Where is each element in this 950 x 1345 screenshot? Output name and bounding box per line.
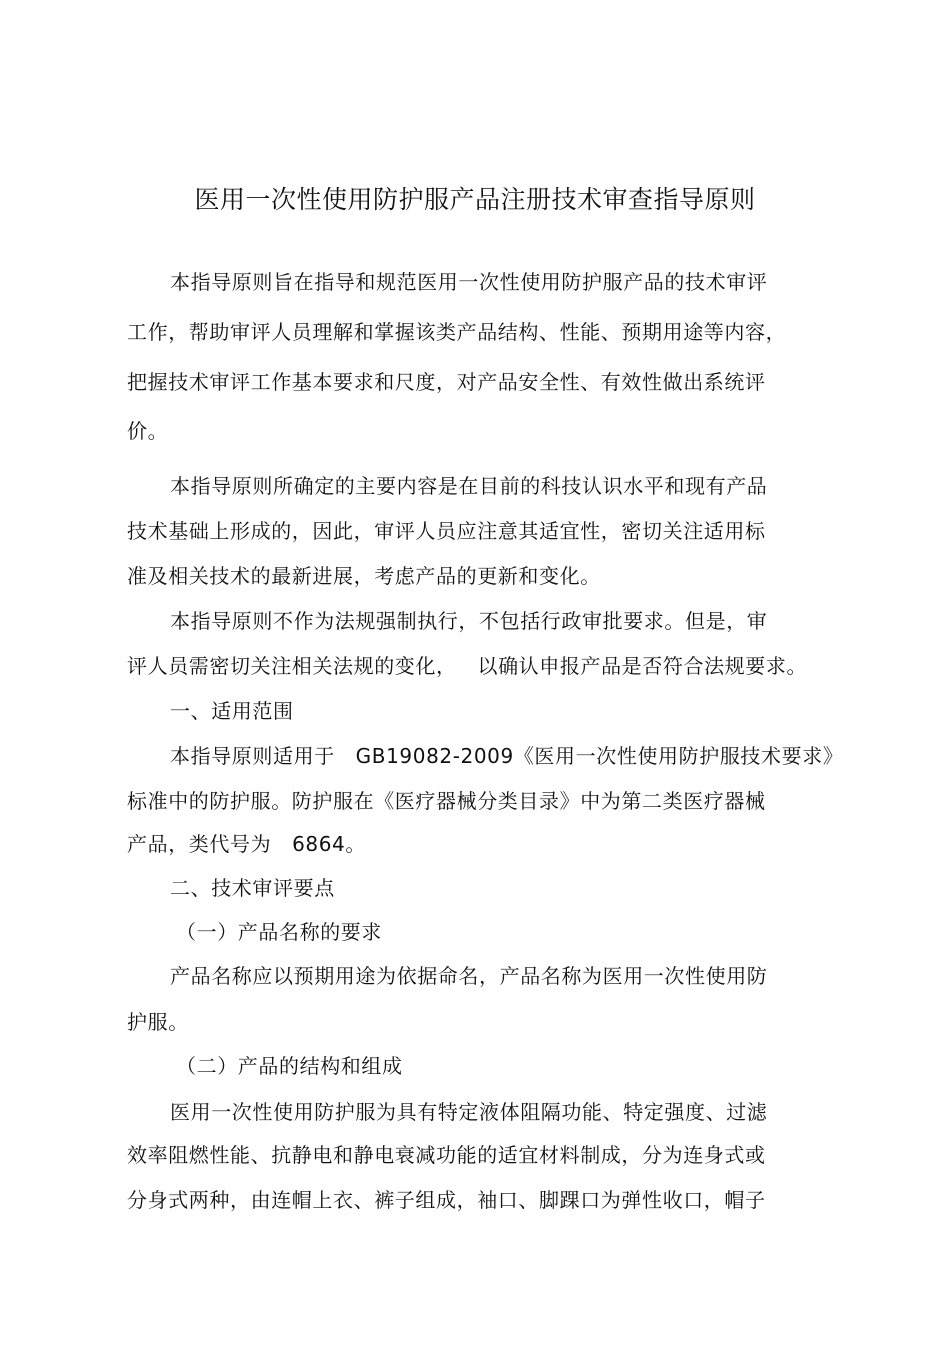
paragraph-line: 本指导原则不作为法规强制执行，不包括行政审批要求。但是，审 <box>170 609 768 633</box>
subsection-heading: （二）产品的结构和组成 <box>176 1054 403 1078</box>
paragraph-line: 技术基础上形成的，因此，审评人员应注意其适宜性，密切关注适用标 <box>127 519 766 543</box>
paragraph-line: 本指导原则旨在指导和规范医用一次性使用防护服产品的技术审评 <box>170 270 768 294</box>
section-heading: 一、适用范围 <box>170 699 294 723</box>
paragraph-line: 分身式两种，由连帽上衣、裤子组成，袖口、脚踝口为弹性收口，帽子 <box>127 1188 766 1212</box>
paragraph-line: 本指导原则所确定的主要内容是在目前的科技认识水平和现有产品 <box>170 474 768 498</box>
paragraph-line: 产品名称应以预期用途为依据命名，产品名称为医用一次性使用防 <box>170 964 768 988</box>
section-heading: 二、技术审评要点 <box>170 876 335 900</box>
paragraph-line: 把握技术审评工作基本要求和尺度，对产品安全性、有效性做出系统评 <box>127 370 766 394</box>
paragraph-line: 产品，类代号为 6864。 <box>127 832 366 856</box>
subsection-heading: （一）产品名称的要求 <box>176 920 382 944</box>
paragraph-line: 价。 <box>127 419 169 443</box>
paragraph-line: 工作，帮助审评人员理解和掌握该类产品结构、性能、预期用途等内容， <box>127 320 787 344</box>
paragraph-line: 准及相关技术的最新进展，考虑产品的更新和变化。 <box>127 564 601 588</box>
paragraph-line: 护服。 <box>127 1010 189 1034</box>
paragraph-line: 本指导原则适用于 GB19082-2009《医用一次性使用防护服技术要求》 <box>170 744 844 768</box>
paragraph-line: 医用一次性使用防护服为具有特定液体阻隔功能、特定强度、过滤 <box>170 1100 768 1124</box>
document-title: 医用一次性使用防护服产品注册技术审查指导原则 <box>194 185 756 214</box>
paragraph-line: 效率阻燃性能、抗静电和静电衰减功能的适宜材料制成，分为连身式或 <box>127 1143 766 1167</box>
paragraph-line: 标准中的防护服。防护服在《医疗器械分类目录》中为第二类医疗器械 <box>127 789 766 813</box>
paragraph-line: 评人员需密切关注相关法规的变化， 以确认申报产品是否符合法规要求。 <box>127 654 808 678</box>
